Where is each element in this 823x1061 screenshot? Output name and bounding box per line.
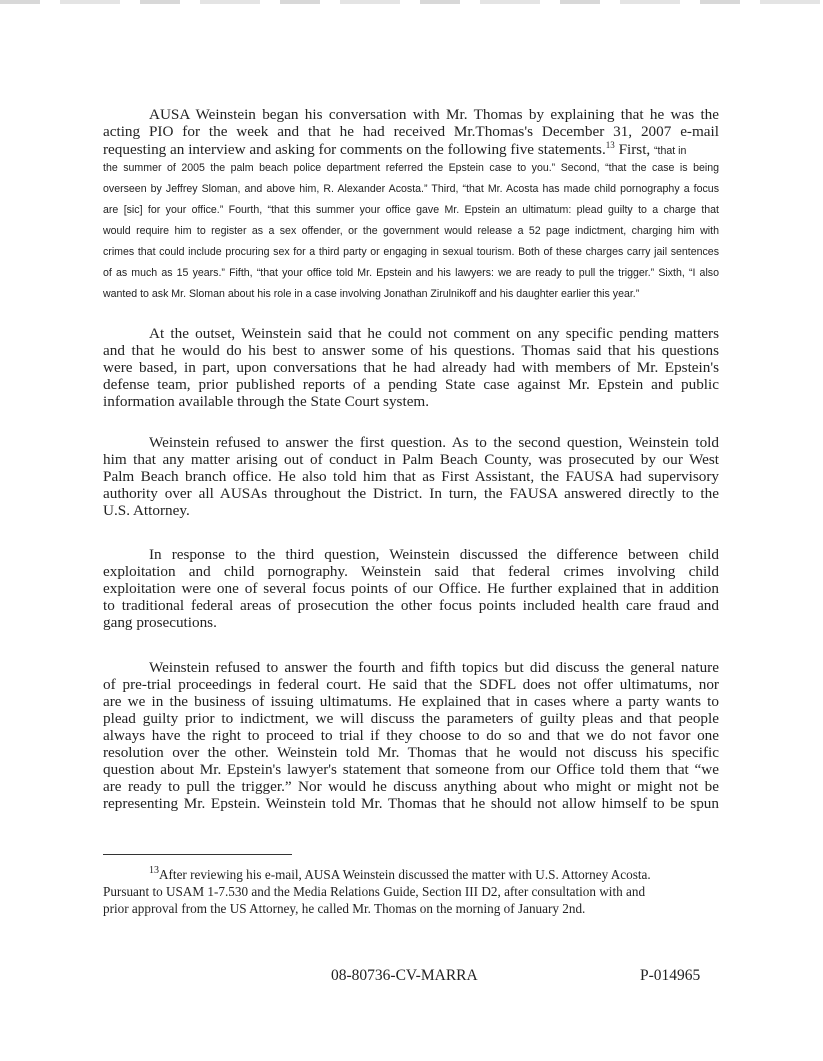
text-line: Pursuant to USAM 1-7.530 and the Media Relations Guide, Section III D2, after consultation with and bbox=[103, 884, 646, 899]
case-number: 08-80736-CV-MARRA bbox=[331, 967, 478, 984]
text-line: Palm Beach branch office. He also told him that as First Assistant, the FAUSA had supervisory bbox=[103, 468, 719, 485]
text-line: of pre-trial proceedings in federal court. He said that the SDFL does not offer ultimatums, nor bbox=[103, 676, 719, 693]
text-line: U.S. Attorney. bbox=[103, 502, 190, 519]
text-line: defense team, prior published reports of a pending State case against Mr. Epstein and public bbox=[103, 376, 719, 393]
text-line: representing Mr. Epstein. Weinstein told Mr. Thomas that he should not allow himself to be spun bbox=[103, 795, 719, 812]
footnote-divider bbox=[103, 854, 292, 855]
quoted-line: overseen by Jeffrey Sloman, and above him, R. Alexander Acosta.” Third, “that Mr. Acosta has made child pornography a focus bbox=[103, 183, 719, 195]
text-line bbox=[149, 867, 651, 883]
text-line: Weinstein refused to answer the first question. As to the second question, Weinstein told bbox=[149, 434, 719, 451]
quoted-line: of as much as 15 years.” Fifth, “that your office told Mr. Epstein and his lawyers: we are ready to pull the trigger.” Sixth, “I also bbox=[103, 267, 719, 279]
text-line: are we in the business of issuing ultimatums. He explained that in cases where a party wants to bbox=[103, 693, 719, 710]
text-run: requesting an interview and asking for comments on the following five statements. bbox=[103, 141, 606, 158]
text-line: exploitation and child pornography. Weinstein said that federal crimes involving child bbox=[103, 563, 719, 580]
quoted-line: the summer of 2005 the palm beach police department referred the Epstein case to you.” Second, “that the case is being bbox=[103, 162, 719, 174]
footnote-reference: 13 bbox=[605, 140, 615, 150]
quoted-text-run: “that in bbox=[654, 145, 687, 157]
scan-edge-artifact bbox=[0, 0, 823, 4]
text-line: AUSA Weinstein began his conversation with Mr. Thomas by explaining that he was the bbox=[149, 106, 719, 123]
text-line: him that any matter arising out of conduct in Palm Beach County, was prosecuted by our West bbox=[103, 451, 719, 468]
text-line: information available through the State Court system. bbox=[103, 393, 430, 410]
text-line: resolution over the other. Weinstein told Mr. Thomas that he would not discuss his specific bbox=[103, 744, 719, 761]
text-line: At the outset, Weinstein said that he could not comment on any specific pending matters bbox=[149, 325, 719, 342]
text-line: and that he would do his best to answer some of his questions. Thomas said that his questions bbox=[103, 342, 719, 359]
bates-number: P-014965 bbox=[640, 967, 701, 984]
text-line: to traditional federal areas of prosecution the other focus points included health care fraud and bbox=[103, 597, 719, 614]
text-line: were based, in part, upon conversations that he had already had with members of Mr. Epstein's bbox=[103, 359, 719, 376]
text-line: authority over all AUSAs throughout the District. In turn, the FAUSA answered directly to the bbox=[103, 485, 719, 502]
quoted-line: crimes that could include procuring sex for a third party or engaging in sexual tourism. Both of these charges carry jail sentences bbox=[103, 246, 719, 258]
text-line: acting PIO for the week and that he had received Mr.Thomas's December 31, 2007 e-mail bbox=[103, 123, 719, 140]
quoted-line: are [sic] for your office.” Fourth, “that this summer your office gave Mr. Epstein an ultimatum: plead guilty to a charge that bbox=[103, 204, 719, 216]
text-run: After reviewing his e-mail, AUSA Weinstein discussed the matter with U.S. Attorney Acosta. bbox=[159, 867, 651, 882]
text-line: gang prosecutions. bbox=[103, 614, 217, 631]
text-line: Weinstein refused to answer the fourth and fifth topics but did discuss the general nature bbox=[149, 659, 719, 676]
text-line: plead guilty prior to indictment, we will discuss the parameters of guilty pleas and that people bbox=[103, 710, 719, 727]
text-run: First, bbox=[614, 141, 655, 158]
text-line: question about Mr. Epstein's lawyer's statement that someone from our Office told them that “we bbox=[103, 761, 719, 778]
quoted-line: wanted to ask Mr. Sloman about his role in a case involving Jonathan Zirulnikoff and his daughter earlier this year.” bbox=[103, 288, 640, 300]
text-line: are ready to pull the trigger.” Nor would he discuss anything about who might or might not be bbox=[103, 778, 719, 795]
text-line: prior approval from the US Attorney, he called Mr. Thomas on the morning of January 2nd. bbox=[103, 901, 586, 916]
quoted-line: would require him to register as a sex offender, or the government would release a 52 page indictment, charging him with bbox=[103, 225, 719, 237]
text-line bbox=[103, 141, 719, 159]
text-line: In response to the third question, Weinstein discussed the difference between child bbox=[149, 546, 719, 563]
footnote-number: 13 bbox=[149, 865, 159, 876]
text-line: exploitation were one of several focus points of our Office. He further explained that in addition bbox=[103, 580, 719, 597]
text-line: always have the right to proceed to trial if they choose to do so and that we do not favor one bbox=[103, 727, 719, 744]
